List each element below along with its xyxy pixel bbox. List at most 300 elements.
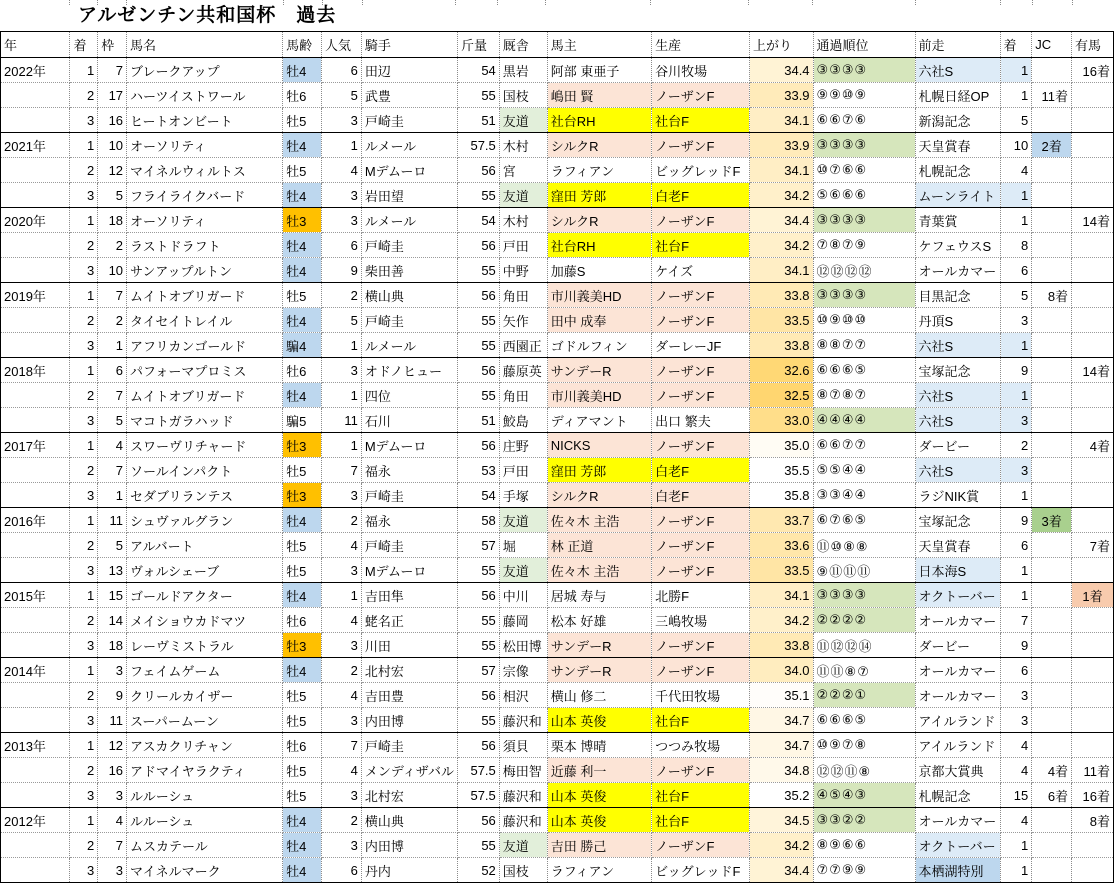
cell-pass[interactable]: ④④④④ bbox=[813, 408, 915, 433]
cell-stable[interactable]: 戸田 bbox=[499, 233, 547, 258]
cell-jc[interactable] bbox=[1032, 633, 1072, 658]
cell-year[interactable]: 2015年 bbox=[1, 583, 70, 608]
cell-owner[interactable]: 社台RH bbox=[547, 233, 651, 258]
cell-frame[interactable]: 10 bbox=[98, 133, 127, 158]
cell-pass[interactable]: ⑪⑪⑧⑦ bbox=[813, 658, 915, 683]
cell-pop[interactable]: 7 bbox=[322, 733, 362, 758]
cell-prev[interactable]: 六社S bbox=[915, 408, 1000, 433]
cell-agari[interactable]: 34.1 bbox=[750, 158, 814, 183]
cell-jockey[interactable]: Mデムーロ bbox=[361, 433, 457, 458]
cell-age[interactable]: 牡5 bbox=[283, 783, 322, 808]
cell-frame[interactable]: 4 bbox=[98, 808, 127, 833]
cell-agari[interactable]: 34.2 bbox=[750, 833, 814, 858]
cell-age[interactable]: 牡4 bbox=[283, 258, 322, 283]
cell-horse[interactable]: ムスカテール bbox=[127, 833, 283, 858]
cell-weight[interactable]: 55 bbox=[458, 558, 500, 583]
cell-prev[interactable]: 新潟記念 bbox=[915, 108, 1000, 133]
cell-horse[interactable]: スワーヴリチャード bbox=[127, 433, 283, 458]
cell-horse[interactable]: ゴールドアクター bbox=[127, 583, 283, 608]
cell-prev[interactable]: 札幌記念 bbox=[915, 158, 1000, 183]
column-header-jc[interactable]: JC bbox=[1032, 32, 1072, 58]
cell-prev_fin[interactable]: 1 bbox=[1000, 483, 1032, 508]
cell-pop[interactable]: 3 bbox=[322, 358, 362, 383]
cell-weight[interactable]: 55 bbox=[458, 258, 500, 283]
cell-owner[interactable]: 栗本 博晴 bbox=[547, 733, 651, 758]
cell-pass[interactable]: ③③③③ bbox=[813, 583, 915, 608]
column-header-prev_fin[interactable]: 着 bbox=[1000, 32, 1032, 58]
cell-place[interactable]: 2 bbox=[70, 233, 98, 258]
cell-arima[interactable] bbox=[1072, 108, 1114, 133]
cell-frame[interactable]: 12 bbox=[98, 733, 127, 758]
cell-owner[interactable]: 吉田 勝己 bbox=[547, 833, 651, 858]
cell-owner[interactable]: 松本 好雄 bbox=[547, 608, 651, 633]
cell-stable[interactable]: 角田 bbox=[499, 383, 547, 408]
cell-stable[interactable]: 友道 bbox=[499, 833, 547, 858]
cell-owner[interactable]: ディアマント bbox=[547, 408, 651, 433]
cell-prev[interactable]: 六社S bbox=[915, 458, 1000, 483]
cell-stable[interactable]: 藤沢和 bbox=[499, 808, 547, 833]
cell-year[interactable]: 2017年 bbox=[1, 433, 70, 458]
cell-pass[interactable]: ⑩⑨⑩⑩ bbox=[813, 308, 915, 333]
cell-arima[interactable] bbox=[1072, 658, 1114, 683]
cell-age[interactable]: 牡4 bbox=[283, 508, 322, 533]
cell-place[interactable]: 2 bbox=[70, 458, 98, 483]
cell-breeder[interactable]: ノーザンF bbox=[652, 633, 750, 658]
cell-place[interactable]: 3 bbox=[70, 708, 98, 733]
cell-arima[interactable] bbox=[1072, 483, 1114, 508]
cell-jc[interactable] bbox=[1032, 458, 1072, 483]
cell-arima[interactable] bbox=[1072, 158, 1114, 183]
cell-place[interactable]: 3 bbox=[70, 258, 98, 283]
cell-jockey[interactable]: 戸崎圭 bbox=[361, 308, 457, 333]
cell-agari[interactable]: 33.9 bbox=[750, 83, 814, 108]
cell-horse[interactable]: ムイトオブリガード bbox=[127, 283, 283, 308]
cell-pop[interactable]: 3 bbox=[322, 783, 362, 808]
cell-year[interactable]: 2016年 bbox=[1, 508, 70, 533]
cell-breeder[interactable]: つつみ牧場 bbox=[652, 733, 750, 758]
cell-owner[interactable]: 林 正道 bbox=[547, 533, 651, 558]
cell-frame[interactable]: 14 bbox=[98, 608, 127, 633]
cell-owner[interactable]: 居城 寿与 bbox=[547, 583, 651, 608]
cell-frame[interactable]: 16 bbox=[98, 758, 127, 783]
cell-stable[interactable]: 宗像 bbox=[499, 658, 547, 683]
cell-horse[interactable]: アスカクリチャン bbox=[127, 733, 283, 758]
cell-year[interactable] bbox=[1, 558, 70, 583]
cell-breeder[interactable]: ケイズ bbox=[652, 258, 750, 283]
cell-horse[interactable]: パフォーマプロミス bbox=[127, 358, 283, 383]
column-header-prev[interactable]: 前走 bbox=[915, 32, 1000, 58]
cell-place[interactable]: 1 bbox=[70, 508, 98, 533]
cell-year[interactable] bbox=[1, 408, 70, 433]
cell-weight[interactable]: 56 bbox=[458, 358, 500, 383]
cell-prev_fin[interactable]: 4 bbox=[1000, 758, 1032, 783]
cell-horse[interactable]: アルバート bbox=[127, 533, 283, 558]
cell-breeder[interactable]: ノーザンF bbox=[652, 358, 750, 383]
cell-jockey[interactable]: 福永 bbox=[361, 458, 457, 483]
cell-pop[interactable]: 2 bbox=[322, 283, 362, 308]
cell-prev_fin[interactable]: 1 bbox=[1000, 208, 1032, 233]
cell-breeder[interactable]: ノーザンF bbox=[652, 208, 750, 233]
cell-age[interactable]: 牡4 bbox=[283, 833, 322, 858]
cell-owner[interactable]: シルクR bbox=[547, 133, 651, 158]
cell-jockey[interactable]: 戸崎圭 bbox=[361, 233, 457, 258]
cell-breeder[interactable]: 白老F bbox=[652, 458, 750, 483]
cell-arima[interactable]: 7着 bbox=[1072, 533, 1114, 558]
cell-horse[interactable]: ルルーシュ bbox=[127, 808, 283, 833]
cell-agari[interactable]: 33.8 bbox=[750, 283, 814, 308]
cell-age[interactable]: 牡5 bbox=[283, 708, 322, 733]
cell-pass[interactable]: ③③③③ bbox=[813, 208, 915, 233]
cell-age[interactable]: 牡5 bbox=[283, 683, 322, 708]
cell-jc[interactable]: 2着 bbox=[1032, 133, 1072, 158]
cell-owner[interactable]: 山本 英俊 bbox=[547, 808, 651, 833]
cell-year[interactable] bbox=[1, 83, 70, 108]
cell-pass[interactable]: ③③③③ bbox=[813, 58, 915, 83]
cell-frame[interactable]: 11 bbox=[98, 708, 127, 733]
cell-agari[interactable]: 34.1 bbox=[750, 583, 814, 608]
cell-prev[interactable]: オールカマー bbox=[915, 258, 1000, 283]
cell-pass[interactable]: ③③②② bbox=[813, 808, 915, 833]
cell-prev_fin[interactable]: 3 bbox=[1000, 458, 1032, 483]
cell-age[interactable]: 牡4 bbox=[283, 183, 322, 208]
cell-age[interactable]: 牡4 bbox=[283, 858, 322, 883]
cell-owner[interactable]: 社台RH bbox=[547, 108, 651, 133]
column-header-horse[interactable]: 馬名 bbox=[127, 32, 283, 58]
cell-jockey[interactable]: ルメール bbox=[361, 333, 457, 358]
cell-agari[interactable]: 35.8 bbox=[750, 483, 814, 508]
cell-breeder[interactable]: ノーザンF bbox=[652, 383, 750, 408]
cell-age[interactable]: 牡5 bbox=[283, 458, 322, 483]
cell-pass[interactable]: ⑦⑦⑨⑨ bbox=[813, 858, 915, 883]
cell-year[interactable] bbox=[1, 308, 70, 333]
cell-place[interactable]: 1 bbox=[70, 283, 98, 308]
cell-prev[interactable]: 青葉賞 bbox=[915, 208, 1000, 233]
cell-weight[interactable]: 55 bbox=[458, 633, 500, 658]
cell-year[interactable]: 2020年 bbox=[1, 208, 70, 233]
cell-weight[interactable]: 54 bbox=[458, 483, 500, 508]
cell-frame[interactable]: 7 bbox=[98, 458, 127, 483]
cell-pop[interactable]: 4 bbox=[322, 533, 362, 558]
cell-arima[interactable] bbox=[1072, 283, 1114, 308]
cell-pass[interactable]: ②②②① bbox=[813, 683, 915, 708]
cell-owner[interactable]: 山本 英俊 bbox=[547, 783, 651, 808]
cell-pop[interactable]: 3 bbox=[322, 183, 362, 208]
cell-jc[interactable] bbox=[1032, 533, 1072, 558]
cell-horse[interactable]: セダブリランテス bbox=[127, 483, 283, 508]
cell-prev[interactable]: 天皇賞春 bbox=[915, 133, 1000, 158]
cell-agari[interactable]: 34.2 bbox=[750, 233, 814, 258]
cell-jc[interactable] bbox=[1032, 683, 1072, 708]
cell-frame[interactable]: 1 bbox=[98, 333, 127, 358]
cell-breeder[interactable]: 北勝F bbox=[652, 583, 750, 608]
cell-weight[interactable]: 56 bbox=[458, 683, 500, 708]
cell-agari[interactable]: 34.4 bbox=[750, 58, 814, 83]
cell-weight[interactable]: 56 bbox=[458, 733, 500, 758]
cell-breeder[interactable]: ダーレーJF bbox=[652, 333, 750, 358]
cell-pop[interactable]: 1 bbox=[322, 133, 362, 158]
cell-frame[interactable]: 3 bbox=[98, 658, 127, 683]
cell-jockey[interactable]: 石川 bbox=[361, 408, 457, 433]
cell-agari[interactable]: 33.5 bbox=[750, 558, 814, 583]
cell-pop[interactable]: 5 bbox=[322, 308, 362, 333]
cell-place[interactable]: 2 bbox=[70, 83, 98, 108]
cell-age[interactable]: 牡6 bbox=[283, 83, 322, 108]
cell-pop[interactable]: 1 bbox=[322, 433, 362, 458]
cell-arima[interactable]: 1着 bbox=[1072, 583, 1114, 608]
cell-breeder[interactable]: ビッグレッドF bbox=[652, 858, 750, 883]
cell-prev_fin[interactable]: 9 bbox=[1000, 508, 1032, 533]
cell-jc[interactable]: 6着 bbox=[1032, 783, 1072, 808]
cell-arima[interactable] bbox=[1072, 408, 1114, 433]
cell-year[interactable]: 2014年 bbox=[1, 658, 70, 683]
column-header-stable[interactable]: 厩舎 bbox=[499, 32, 547, 58]
cell-pop[interactable]: 3 bbox=[322, 833, 362, 858]
cell-prev[interactable]: 六社S bbox=[915, 333, 1000, 358]
cell-stable[interactable]: 須貝 bbox=[499, 733, 547, 758]
cell-prev[interactable]: アイルランド bbox=[915, 733, 1000, 758]
cell-pass[interactable]: ⑩⑦⑥⑥ bbox=[813, 158, 915, 183]
cell-place[interactable]: 1 bbox=[70, 808, 98, 833]
cell-breeder[interactable]: ノーザンF bbox=[652, 508, 750, 533]
cell-pass[interactable]: ③③③③ bbox=[813, 283, 915, 308]
cell-pass[interactable]: ⑤⑥⑥⑥ bbox=[813, 183, 915, 208]
cell-year[interactable] bbox=[1, 458, 70, 483]
cell-weight[interactable]: 55 bbox=[458, 308, 500, 333]
cell-jockey[interactable]: 四位 bbox=[361, 383, 457, 408]
cell-agari[interactable]: 34.0 bbox=[750, 658, 814, 683]
cell-frame[interactable]: 5 bbox=[98, 408, 127, 433]
cell-jockey[interactable]: 武豊 bbox=[361, 83, 457, 108]
cell-weight[interactable]: 56 bbox=[458, 233, 500, 258]
cell-pass[interactable]: ⑨⑪⑪⑪ bbox=[813, 558, 915, 583]
column-header-weight[interactable]: 斤量 bbox=[458, 32, 500, 58]
cell-breeder[interactable]: 三嶋牧場 bbox=[652, 608, 750, 633]
cell-year[interactable] bbox=[1, 608, 70, 633]
cell-jc[interactable] bbox=[1032, 708, 1072, 733]
cell-owner[interactable]: 市川義美HD bbox=[547, 283, 651, 308]
cell-weight[interactable]: 55 bbox=[458, 608, 500, 633]
cell-prev_fin[interactable]: 4 bbox=[1000, 808, 1032, 833]
cell-frame[interactable]: 18 bbox=[98, 208, 127, 233]
cell-prev_fin[interactable]: 3 bbox=[1000, 308, 1032, 333]
cell-pop[interactable]: 4 bbox=[322, 158, 362, 183]
cell-pop[interactable]: 3 bbox=[322, 108, 362, 133]
cell-age[interactable]: 牡3 bbox=[283, 208, 322, 233]
cell-jc[interactable] bbox=[1032, 233, 1072, 258]
cell-owner[interactable]: 佐々木 主浩 bbox=[547, 508, 651, 533]
cell-prev[interactable]: 札幌日経OP bbox=[915, 83, 1000, 108]
cell-prev[interactable]: オールカマー bbox=[915, 608, 1000, 633]
cell-pass[interactable]: ⑥⑥⑦⑥ bbox=[813, 108, 915, 133]
cell-arima[interactable]: 14着 bbox=[1072, 208, 1114, 233]
cell-owner[interactable]: 近藤 利一 bbox=[547, 758, 651, 783]
cell-jc[interactable] bbox=[1032, 158, 1072, 183]
cell-jc[interactable] bbox=[1032, 183, 1072, 208]
cell-horse[interactable]: フェイムゲーム bbox=[127, 658, 283, 683]
cell-frame[interactable]: 15 bbox=[98, 583, 127, 608]
cell-year[interactable] bbox=[1, 758, 70, 783]
cell-pop[interactable]: 2 bbox=[322, 808, 362, 833]
cell-year[interactable] bbox=[1, 683, 70, 708]
cell-weight[interactable]: 56 bbox=[458, 808, 500, 833]
cell-arima[interactable] bbox=[1072, 683, 1114, 708]
cell-agari[interactable]: 33.6 bbox=[750, 533, 814, 558]
cell-owner[interactable]: 窪田 芳郎 bbox=[547, 183, 651, 208]
cell-year[interactable]: 2022年 bbox=[1, 58, 70, 83]
cell-year[interactable] bbox=[1, 708, 70, 733]
cell-pass[interactable]: ⑩⑨⑦⑧ bbox=[813, 733, 915, 758]
cell-age[interactable]: 牡6 bbox=[283, 358, 322, 383]
cell-owner[interactable]: 窪田 芳郎 bbox=[547, 458, 651, 483]
cell-horse[interactable]: サンアップルトン bbox=[127, 258, 283, 283]
cell-prev[interactable]: オールカマー bbox=[915, 808, 1000, 833]
cell-frame[interactable]: 1 bbox=[98, 483, 127, 508]
cell-weight[interactable]: 52 bbox=[458, 858, 500, 883]
cell-owner[interactable]: 市川義美HD bbox=[547, 383, 651, 408]
cell-frame[interactable]: 16 bbox=[98, 108, 127, 133]
cell-agari[interactable]: 34.7 bbox=[750, 708, 814, 733]
cell-jockey[interactable]: 戸崎圭 bbox=[361, 733, 457, 758]
cell-agari[interactable]: 34.1 bbox=[750, 108, 814, 133]
cell-jc[interactable] bbox=[1032, 108, 1072, 133]
cell-prev_fin[interactable]: 7 bbox=[1000, 608, 1032, 633]
cell-prev[interactable]: 六社S bbox=[915, 58, 1000, 83]
cell-jockey[interactable]: Mデムーロ bbox=[361, 158, 457, 183]
cell-agari[interactable]: 34.8 bbox=[750, 758, 814, 783]
cell-arima[interactable] bbox=[1072, 333, 1114, 358]
cell-jc[interactable] bbox=[1032, 258, 1072, 283]
cell-owner[interactable]: シルクR bbox=[547, 208, 651, 233]
cell-agari[interactable]: 33.7 bbox=[750, 508, 814, 533]
cell-pass[interactable]: ⑫⑫⑫⑫ bbox=[813, 258, 915, 283]
cell-frame[interactable]: 7 bbox=[98, 58, 127, 83]
cell-jc[interactable] bbox=[1032, 433, 1072, 458]
column-header-pop[interactable]: 人気 bbox=[322, 32, 362, 58]
cell-agari[interactable]: 35.1 bbox=[750, 683, 814, 708]
cell-jc[interactable] bbox=[1032, 358, 1072, 383]
cell-place[interactable]: 2 bbox=[70, 308, 98, 333]
cell-agari[interactable]: 33.9 bbox=[750, 133, 814, 158]
cell-prev_fin[interactable]: 15 bbox=[1000, 783, 1032, 808]
cell-stable[interactable]: 藤沢和 bbox=[499, 708, 547, 733]
cell-owner[interactable]: サンデーR bbox=[547, 658, 651, 683]
column-header-year[interactable]: 年 bbox=[1, 32, 70, 58]
cell-agari[interactable]: 34.5 bbox=[750, 808, 814, 833]
cell-pass[interactable]: ③③③③ bbox=[813, 133, 915, 158]
cell-horse[interactable]: ルルーシュ bbox=[127, 783, 283, 808]
cell-place[interactable]: 2 bbox=[70, 833, 98, 858]
cell-stable[interactable]: 藤岡 bbox=[499, 608, 547, 633]
cell-frame[interactable]: 5 bbox=[98, 533, 127, 558]
cell-year[interactable] bbox=[1, 533, 70, 558]
column-header-breeder[interactable]: 生産 bbox=[652, 32, 750, 58]
cell-jockey[interactable]: 岩田望 bbox=[361, 183, 457, 208]
cell-agari[interactable]: 32.5 bbox=[750, 383, 814, 408]
cell-horse[interactable]: ヴォルシェーブ bbox=[127, 558, 283, 583]
cell-arima[interactable] bbox=[1072, 233, 1114, 258]
cell-jockey[interactable]: 柴田善 bbox=[361, 258, 457, 283]
cell-jockey[interactable]: 内田博 bbox=[361, 833, 457, 858]
cell-prev[interactable]: ケフェウスS bbox=[915, 233, 1000, 258]
cell-weight[interactable]: 51 bbox=[458, 408, 500, 433]
cell-agari[interactable]: 35.0 bbox=[750, 433, 814, 458]
cell-prev[interactable]: ムーンライト bbox=[915, 183, 1000, 208]
cell-weight[interactable]: 54 bbox=[458, 58, 500, 83]
column-header-owner[interactable]: 馬主 bbox=[547, 32, 651, 58]
cell-year[interactable] bbox=[1, 633, 70, 658]
cell-age[interactable]: 牡3 bbox=[283, 633, 322, 658]
cell-prev[interactable]: オクトーバー bbox=[915, 833, 1000, 858]
cell-agari[interactable]: 34.1 bbox=[750, 258, 814, 283]
cell-jc[interactable] bbox=[1032, 583, 1072, 608]
cell-prev_fin[interactable]: 1 bbox=[1000, 183, 1032, 208]
cell-agari[interactable]: 33.0 bbox=[750, 408, 814, 433]
cell-owner[interactable]: 佐々木 主浩 bbox=[547, 558, 651, 583]
cell-pass[interactable]: ⑪⑫⑫⑭ bbox=[813, 633, 915, 658]
cell-prev[interactable]: 六社S bbox=[915, 383, 1000, 408]
cell-jockey[interactable]: オドノヒュー bbox=[361, 358, 457, 383]
cell-frame[interactable]: 3 bbox=[98, 783, 127, 808]
cell-agari[interactable]: 34.7 bbox=[750, 733, 814, 758]
column-header-pass[interactable]: 通過順位 bbox=[813, 32, 915, 58]
cell-frame[interactable]: 4 bbox=[98, 433, 127, 458]
cell-prev_fin[interactable]: 3 bbox=[1000, 683, 1032, 708]
cell-agari[interactable]: 34.2 bbox=[750, 183, 814, 208]
cell-age[interactable]: 牡5 bbox=[283, 533, 322, 558]
column-header-jockey[interactable]: 騎手 bbox=[361, 32, 457, 58]
cell-pass[interactable]: ⑪⑩⑧⑧ bbox=[813, 533, 915, 558]
cell-stable[interactable]: 藤原英 bbox=[499, 358, 547, 383]
cell-stable[interactable]: 藤沢和 bbox=[499, 783, 547, 808]
cell-agari[interactable]: 35.2 bbox=[750, 783, 814, 808]
cell-age[interactable]: 牡3 bbox=[283, 433, 322, 458]
cell-owner[interactable]: NICKS bbox=[547, 433, 651, 458]
cell-prev[interactable]: 本栖湖特別 bbox=[915, 858, 1000, 883]
cell-jockey[interactable]: 戸崎圭 bbox=[361, 108, 457, 133]
cell-age[interactable]: 牡5 bbox=[283, 108, 322, 133]
cell-agari[interactable]: 33.8 bbox=[750, 333, 814, 358]
cell-agari[interactable]: 32.6 bbox=[750, 358, 814, 383]
cell-weight[interactable]: 51 bbox=[458, 108, 500, 133]
cell-breeder[interactable]: 千代田牧場 bbox=[652, 683, 750, 708]
cell-pass[interactable]: ④⑤④③ bbox=[813, 783, 915, 808]
cell-owner[interactable]: 加藤S bbox=[547, 258, 651, 283]
cell-jc[interactable]: 3着 bbox=[1032, 508, 1072, 533]
cell-prev[interactable]: 日本海S bbox=[915, 558, 1000, 583]
cell-stable[interactable]: 黒岩 bbox=[499, 58, 547, 83]
cell-jockey[interactable]: 戸崎圭 bbox=[361, 533, 457, 558]
cell-place[interactable]: 3 bbox=[70, 183, 98, 208]
cell-breeder[interactable]: ノーザンF bbox=[652, 758, 750, 783]
cell-place[interactable]: 3 bbox=[70, 783, 98, 808]
cell-year[interactable] bbox=[1, 258, 70, 283]
cell-weight[interactable]: 55 bbox=[458, 83, 500, 108]
cell-agari[interactable]: 34.2 bbox=[750, 608, 814, 633]
cell-pop[interactable]: 3 bbox=[322, 558, 362, 583]
cell-age[interactable]: 牡5 bbox=[283, 558, 322, 583]
cell-age[interactable]: 牡4 bbox=[283, 133, 322, 158]
cell-horse[interactable]: アフリカンゴールド bbox=[127, 333, 283, 358]
cell-prev_fin[interactable]: 1 bbox=[1000, 558, 1032, 583]
cell-place[interactable]: 3 bbox=[70, 408, 98, 433]
cell-age[interactable]: 騙4 bbox=[283, 333, 322, 358]
cell-arima[interactable] bbox=[1072, 258, 1114, 283]
cell-stable[interactable]: 戸田 bbox=[499, 458, 547, 483]
cell-pass[interactable]: ⑫⑫⑪⑧ bbox=[813, 758, 915, 783]
cell-pass[interactable]: ⑥⑥⑥⑤ bbox=[813, 708, 915, 733]
cell-breeder[interactable]: ノーザンF bbox=[652, 83, 750, 108]
cell-arima[interactable] bbox=[1072, 508, 1114, 533]
